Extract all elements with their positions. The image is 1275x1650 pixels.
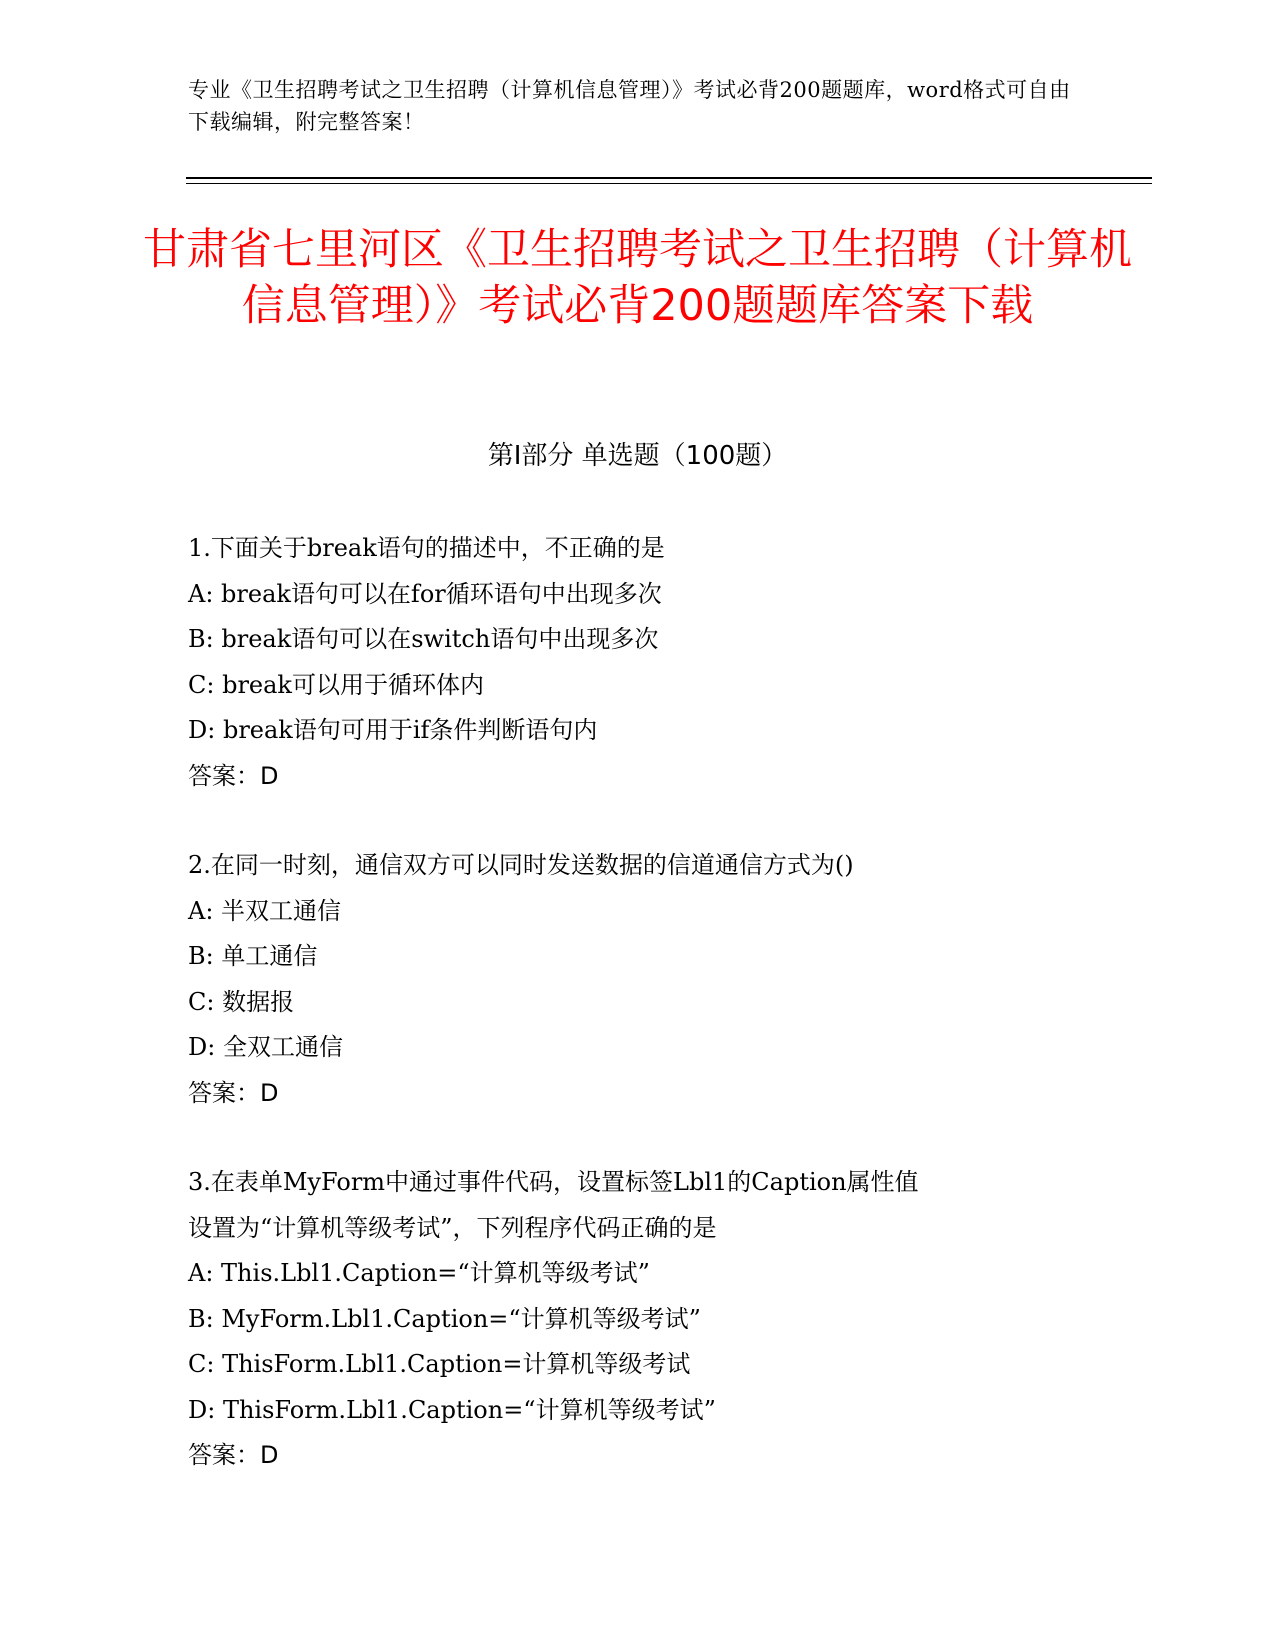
section-heading: 第I部分 单选题（100题）: [487, 441, 788, 471]
option-d: D: 全双工通信: [188, 1033, 343, 1061]
header-rule-thick: [186, 177, 1152, 179]
option-b: B: MyForm.Lbl1.Caption=“计算机等级考试”: [188, 1304, 701, 1333]
question-2: [188, 843, 1088, 1116]
option-a: A: break语句可以在for循环语句中出现多次: [188, 579, 662, 608]
question-text-continued: 设置为“计算机等级考试”，下列程序代码正确的是: [188, 1213, 717, 1242]
option-c: C: ThisForm.Lbl1.Caption=计算机等级考试: [188, 1350, 691, 1378]
option-c: C: break可以用于循环体内: [188, 670, 484, 699]
option-c: C: 数据报: [188, 987, 295, 1016]
answer-line: 答案：D: [188, 761, 279, 790]
question-text: 3.在表单MyForm中通过事件代码，设置标签Lbl1的Caption属性值: [188, 1168, 919, 1196]
option-b: B: 单工通信: [188, 942, 318, 970]
option-d: D: ThisForm.Lbl1.Caption=“计算机等级考试”: [188, 1395, 716, 1424]
document-title: 甘肃省七里河区《卫生招聘考试之卫生招聘（计算机信息管理）》考试必背200题题库答案下载: [143, 225, 1132, 331]
answer-line: 答案：D: [188, 1441, 279, 1469]
option-d: D: break语句可用于if条件判断语句内: [188, 716, 598, 744]
option-a: A: This.Lbl1.Caption=“计算机等级考试”: [188, 1259, 650, 1287]
question-text: 1.下面关于break语句的描述中，不正确的是: [188, 534, 665, 562]
question-list: [188, 526, 1088, 1523]
question-text: 2.在同一时刻，通信双方可以同时发送数据的信道通信方式为(): [188, 851, 854, 879]
answer-line: 答案：D: [188, 1078, 279, 1107]
option-b: B: break语句可以在switch语句中出现多次: [188, 625, 659, 653]
option-a: A: 半双工通信: [188, 896, 342, 925]
question-1: [188, 526, 1088, 799]
header-note: 专业《卫生招聘考试之卫生招聘（计算机信息管理）》考试必背200题题库，word格式可自由下载编辑，附完整答案！: [188, 78, 1071, 134]
question-3: [188, 1160, 1088, 1479]
header-rule-thin: [186, 183, 1152, 184]
